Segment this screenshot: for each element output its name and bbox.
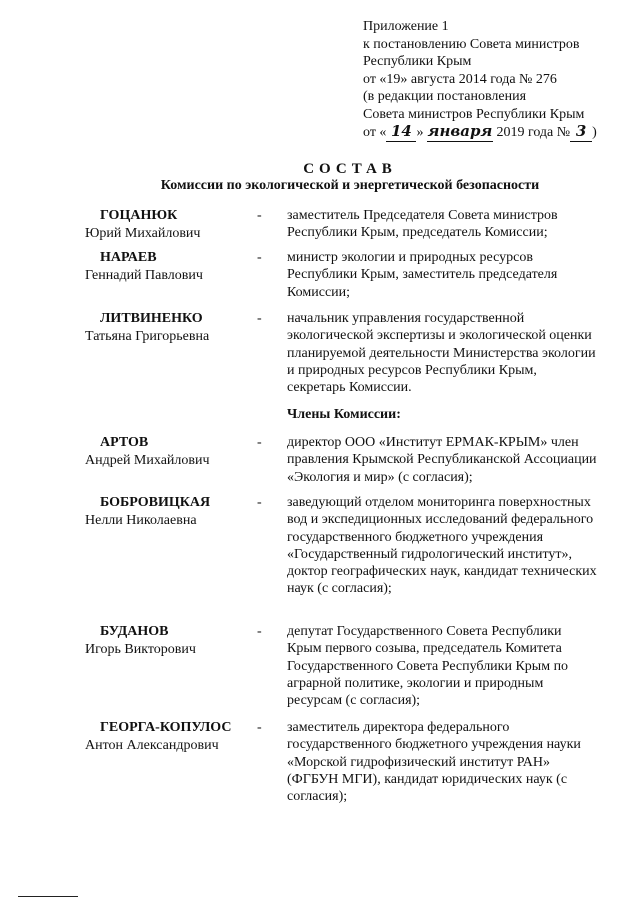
appendix-line-6: Совета министров Республики Крым (363, 106, 585, 122)
date-suffix: ) (592, 125, 597, 140)
member-surname: АРТОВ (100, 435, 149, 450)
member-role: директор ООО «Институт ЕРМАК-КРЫМ» член правления Крымской Республиканской Ассоциации «Экология и мир» (с согласия); (287, 435, 597, 485)
handwritten-day: 14 (386, 123, 416, 142)
member-surname: ГЕОРГА-КОПУЛОС (100, 720, 232, 735)
member-given-name: Антон Александрович (85, 738, 219, 753)
appendix-line-7 (363, 123, 633, 142)
handwritten-month: января (427, 122, 493, 140)
member-role: депутат Государственного Совета Республики Крым первого созыва, председатель Комитета Государственного Совета Республики Крым по аграрной политике, экологии и природным ресурсам (с согласия); (287, 624, 569, 709)
appendix-line-5: (в редакции постановления (363, 89, 527, 104)
member-dash: - (257, 624, 262, 639)
members-heading: Члены Комиссии: (287, 407, 401, 422)
member-given-name: Татьяна Григорьевна (85, 329, 210, 344)
handwritten-number: 3 (570, 123, 592, 142)
member-given-name: Андрей Михайлович (85, 453, 210, 468)
appendix-header (363, 18, 633, 142)
appendix-line-4: от «19» августа 2014 года № 276 (363, 71, 557, 87)
appendix-line-3: Республики Крым (363, 54, 472, 69)
member-dash: - (257, 720, 262, 735)
document-subtitle: Комиссии по экологической и энергетической безопасности (160, 178, 540, 193)
member-surname: ЛИТВИНЕНКО (100, 311, 203, 326)
appendix-line-2: к постановлению Совета министров (363, 36, 580, 52)
appendix-line-1: Приложение 1 (363, 19, 449, 34)
member-role: заведующий отделом мониторинга поверхностных вод и экспедиционных исследований федерального государственного бюджетного учреждения «Государственный гидрологический институт», доктор географических наук, кандидат технических наук (с согласия); (287, 495, 597, 597)
member-given-name: Юрий Михайлович (85, 226, 201, 241)
date-mid: » (416, 125, 427, 140)
date-prefix: от « (363, 125, 387, 140)
member-role: начальник управления государственной экологической экспертизы и экологической оценки планируемой деятельности Министерства экологии и природных ресурсов Республики Крым, секретарь Комиссии. (287, 311, 596, 396)
document-title: СОСТАВ (303, 161, 397, 177)
member-given-name: Геннадий Павлович (85, 268, 203, 283)
member-given-name: Игорь Викторович (85, 642, 196, 657)
date-year: 2019 года № (492, 125, 571, 140)
member-surname: БУДАНОВ (100, 624, 169, 639)
member-given-name: Нелли Николаевна (85, 513, 197, 528)
member-surname: БОБРОВИЦКАЯ (100, 495, 211, 510)
footer-rule (18, 896, 78, 897)
member-dash: - (257, 435, 262, 450)
member-role: заместитель директора федерального государственного бюджетного учреждения науки «Морской гидрофизический институт РАН» (ФГБУН МГИ), кандидат юридических наук (с согласия); (287, 720, 581, 805)
member-role: заместитель Председателя Совета министров Республики Крым, председатель Комиссии; (287, 208, 558, 241)
member-dash: - (257, 311, 262, 326)
member-dash: - (257, 495, 262, 510)
member-role: министр экологии и природных ресурсов Республики Крым, заместитель председателя Комиссии; (287, 250, 558, 300)
member-dash: - (257, 250, 262, 265)
member-dash: - (257, 208, 262, 223)
member-surname: ГОЦАНЮК (100, 208, 178, 223)
member-surname: НАРАЕВ (100, 250, 157, 265)
